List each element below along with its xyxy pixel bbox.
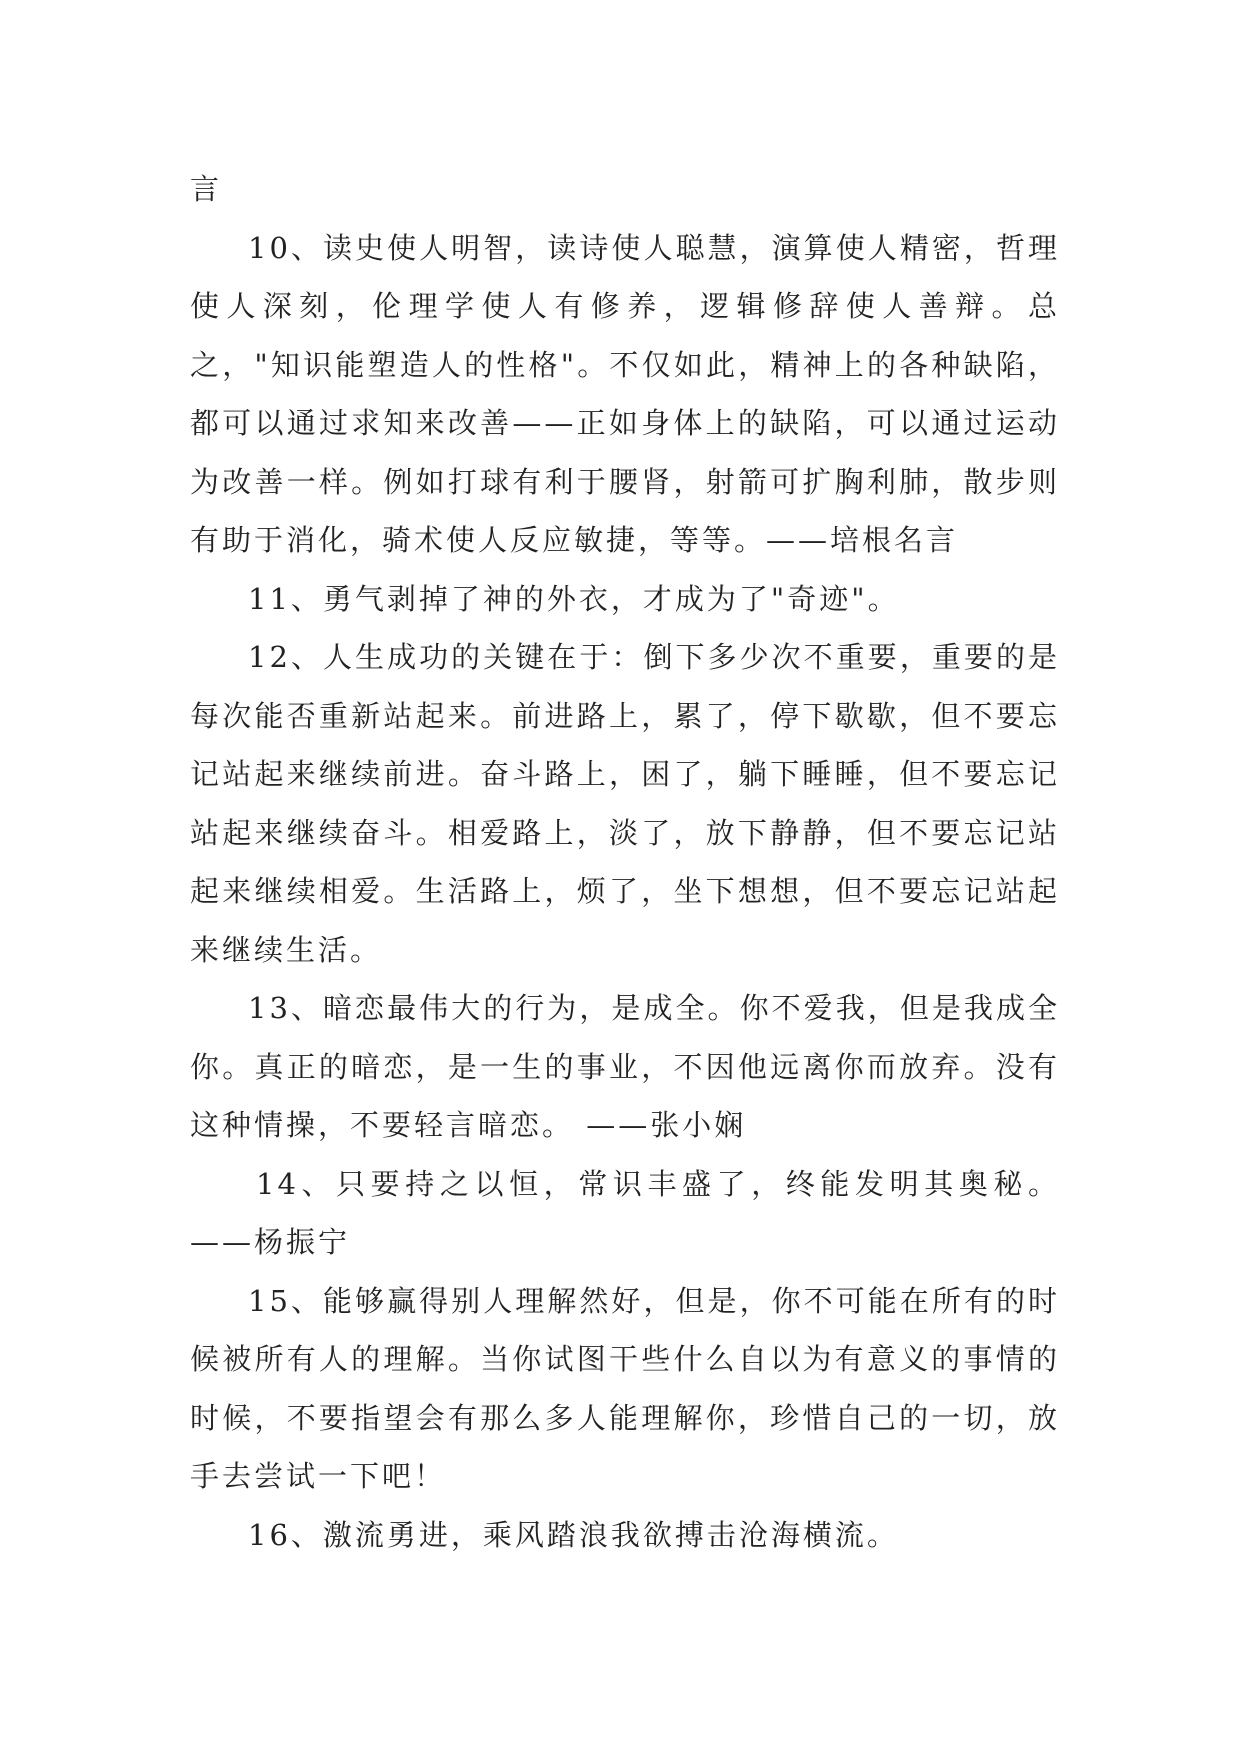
document-body [190,160,1060,1564]
paragraph-quote-12: 12、人生成功的关键在于：倒下多少次不重要，重要的是每次能否重新站起来。前进路上，累了，停下歇歇，但不要忘记站起来继续前进。奋斗路上，困了，躺下睡睡，但不要忘记站起来继续奋斗。相爱路上，淡了，放下静静，但不要忘记站起来继续相爱。生活路上，烦了，坐下想想，但不要忘记站起来继续生活。 [190,640,1060,967]
paragraph-continuation: 言 [190,172,223,206]
paragraph-quote-16: 16、激流勇进，乘风踏浪我欲搏击沧海横流。 [248,1517,899,1552]
paragraph-quote-14: 14、只要持之以恒，常识丰盛了，终能发明其奥秘。——杨振宁 [190,1166,1060,1259]
paragraph-quote-15: 15、能够赢得别人理解然好，但是，你不可能在所有的时候被所有人的理解。当你试图干些什么自以为有意义的事情的时候，不要指望会有那么多人能理解你，珍惜自己的一切，放手去尝试一下吧！ [190,1283,1060,1493]
paragraph-quote-11: 11、勇气剥掉了神的外衣，才成为了"奇迹"。 [248,581,900,616]
paragraph-quote-10: 10、读史使人明智，读诗使人聪慧，演算使人精密，哲理使人深刻，伦理学使人有修养，逻辑修辞使人善辩。总之，"知识能塑造人的性格"。不仅如此，精神上的各种缺陷，都可以通过求知来改善——正如身体上的缺陷，可以通过运动为改善一样。例如打球有利于腰肾，射箭可扩胸利肺，散步则有助于消化，骑术使人反应敏捷，等等。——培根名言 [190,230,1060,557]
paragraph-quote-13: 13、暗恋最伟大的行为，是成全。你不爱我，但是我成全你。真正的暗恋，是一生的事业，不因他远离你而放弃。没有这种情操，不要轻言暗恋。 ——张小娴 [190,991,1060,1142]
